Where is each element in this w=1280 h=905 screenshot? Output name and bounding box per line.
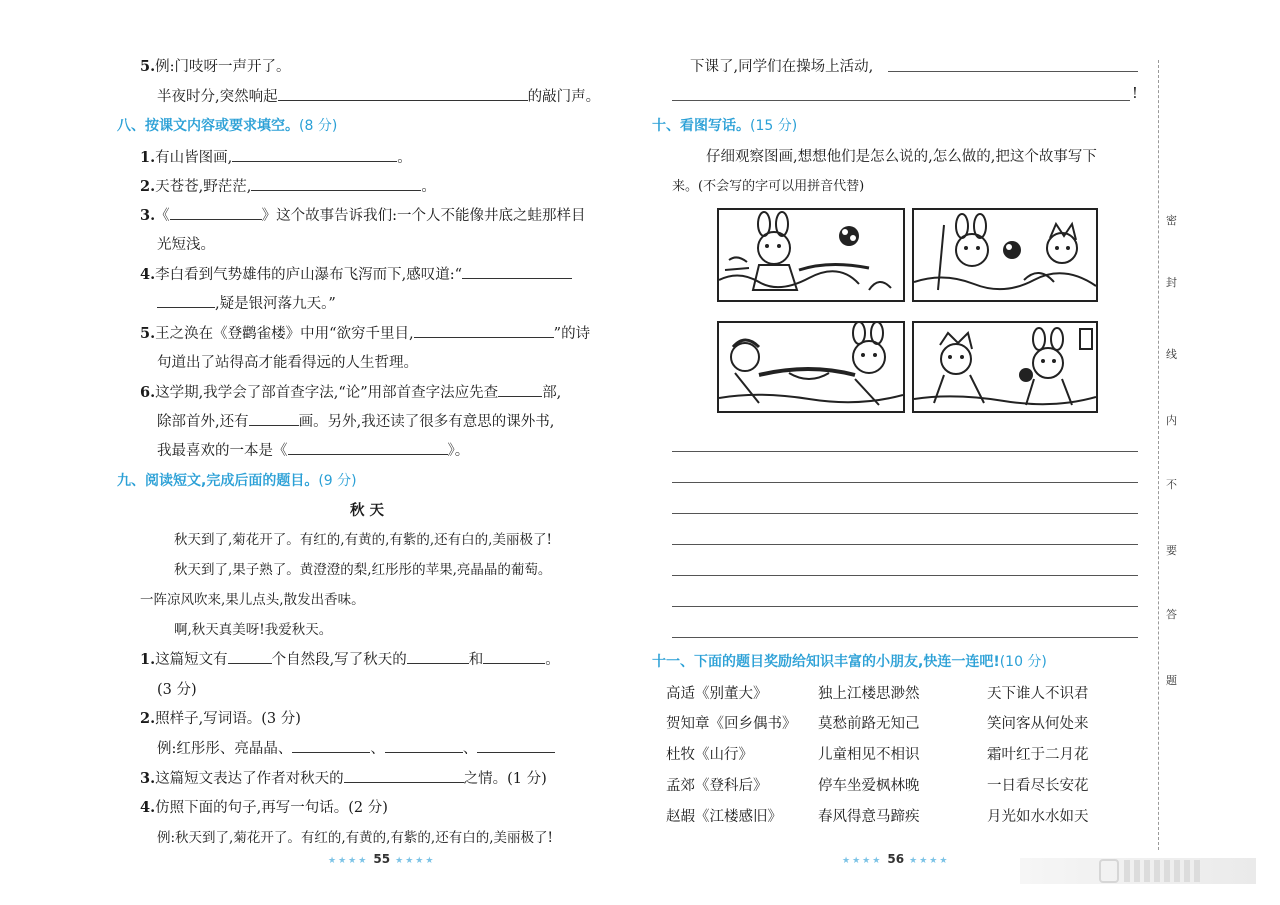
seal-char: 内 xyxy=(1166,414,1177,427)
match-line-a-1[interactable]: 独上江楼思渺然 xyxy=(818,686,920,702)
s8-item-2: 2.天苍苍,野茫茫, 。 xyxy=(140,178,436,195)
comic-panel-4 xyxy=(912,321,1098,413)
section-9-title: 九、阅读短文,完成后面的题目。(9 分) xyxy=(117,473,357,489)
writing-line[interactable] xyxy=(672,513,1138,514)
s8-item-5-cont: 句道出了站得高才能看得远的人生哲理。 xyxy=(157,355,418,371)
match-line-b-1[interactable]: 天下谁人不识君 xyxy=(987,686,1089,702)
comic-illustration xyxy=(914,210,1096,300)
passage-title: 秋 天 xyxy=(350,502,385,519)
s9-q2: 2.照样子,写词语。(3 分) xyxy=(140,710,301,727)
seal-char: 题 xyxy=(1166,674,1177,687)
star-icon: ★★★★ xyxy=(395,856,436,866)
blank[interactable] xyxy=(385,738,463,753)
binding-dashed-line xyxy=(1158,60,1159,850)
passage-para-3: 啊,秋天真美呀!我爱秋天。 xyxy=(174,622,333,638)
blank[interactable] xyxy=(232,147,397,162)
match-line-a-3[interactable]: 儿童相见不相识 xyxy=(818,747,920,763)
seal-char: 答 xyxy=(1166,608,1177,621)
blank[interactable] xyxy=(288,440,448,455)
blank[interactable] xyxy=(278,86,528,101)
star-icon: ★★★★ xyxy=(328,856,369,866)
blank[interactable] xyxy=(477,738,555,753)
blank[interactable] xyxy=(292,738,370,753)
match-poem-4[interactable]: 孟郊《登科后》 xyxy=(666,778,768,794)
seal-char: 不 xyxy=(1166,478,1177,491)
q5-fill-line: 半夜时分,突然响起 的敲门声。 xyxy=(157,85,600,106)
blank[interactable] xyxy=(407,649,469,664)
seal-char: 线 xyxy=(1166,348,1177,361)
s8-item-6-cont: 除部首外,还有 画。另外,我还读了很多有意思的课外书, xyxy=(157,410,554,431)
section-8-title: 八、按课文内容或要求填空。(8 分) xyxy=(117,118,338,134)
seal-char: 封 xyxy=(1166,276,1177,289)
s9-q4: 4.仿照下面的句子,再写一句话。(2 分) xyxy=(140,799,388,816)
match-poem-5[interactable]: 赵嘏《江楼感旧》 xyxy=(666,809,782,825)
match-line-a-4[interactable]: 停车坐爱枫林晚 xyxy=(818,778,920,794)
comic-panel-1 xyxy=(717,208,905,302)
writing-line[interactable] xyxy=(888,71,1138,72)
seal-char: 要 xyxy=(1166,544,1177,557)
passage-para-2: 秋天到了,果子熟了。黄澄澄的梨,红彤彤的苹果,亮晶晶的葡萄。 xyxy=(174,562,552,578)
match-poem-1[interactable]: 高适《别董大》 xyxy=(666,686,768,702)
match-line-b-3[interactable]: 霜叶红于二月花 xyxy=(987,747,1089,763)
blank[interactable] xyxy=(157,293,215,308)
s9-q1-points: (3 分) xyxy=(157,682,197,698)
blank[interactable] xyxy=(344,768,464,783)
blank[interactable] xyxy=(249,411,299,426)
star-icon: ★★★★ xyxy=(909,856,950,866)
r-line-1: 下课了,同学们在操场上活动, xyxy=(690,59,874,75)
section-11-title: 十一、下面的题目奖励给知识丰富的小朋友,快连一连吧!(10 分) xyxy=(652,654,1047,670)
writing-line[interactable] xyxy=(672,482,1138,483)
comic-illustration xyxy=(719,323,903,411)
match-poem-2[interactable]: 贺知章《回乡偶书》 xyxy=(666,716,797,732)
comic-illustration xyxy=(914,323,1096,411)
s8-item-1: 1.有山皆图画, 。 xyxy=(140,149,412,166)
s8-item-3: 3.《 》这个故事告诉我们:一个人不能像井底之蛙那样目 xyxy=(140,207,586,224)
blank[interactable] xyxy=(483,649,545,664)
s8-item-6-cont2: 我最喜欢的一本是《 》。 xyxy=(157,439,469,460)
seal-char: 密 xyxy=(1166,214,1177,227)
s9-q3: 3.这篇短文表达了作者对秋天的 之情。(1 分) xyxy=(140,770,547,787)
star-icon: ★★★★ xyxy=(842,856,883,866)
s10-instruction-1: 仔细观察图画,想想他们是怎么说的,怎么做的,把这个故事写下 xyxy=(706,149,1097,165)
s8-item-4-cont: ,疑是银河落九天。” xyxy=(157,292,336,313)
comic-panel-2 xyxy=(912,208,1098,302)
s8-item-4: 4.李白看到气势雄伟的庐山瀑布飞泻而下,感叹道:“ xyxy=(140,263,572,284)
section-10-title: 十、看图写话。(15 分) xyxy=(652,118,798,134)
s9-q4-example: 例:秋天到了,菊花开了。有红的,有黄的,有紫的,还有白的,美丽极了! xyxy=(157,830,553,846)
blank[interactable] xyxy=(462,264,572,279)
match-line-a-2[interactable]: 莫愁前路无知己 xyxy=(818,716,920,732)
writing-line[interactable] xyxy=(672,100,1130,101)
watermark-logo xyxy=(1020,858,1256,884)
s10-instruction-2: 来。(不会写的字可以用拼音代替) xyxy=(672,179,865,194)
writing-line[interactable] xyxy=(672,637,1138,638)
blank[interactable] xyxy=(414,323,554,338)
comic-panel-3 xyxy=(717,321,905,413)
match-poem-3[interactable]: 杜牧《山行》 xyxy=(666,747,753,763)
blank[interactable] xyxy=(170,205,262,220)
r-excl: ! xyxy=(1132,86,1138,102)
q5-example-line: 5.例:门吱呀一声开了。 xyxy=(140,58,291,75)
writing-line[interactable] xyxy=(672,606,1138,607)
page-number-56: ★★★★ 56 ★★★★ xyxy=(842,852,950,866)
match-line-a-5[interactable]: 春风得意马蹄疾 xyxy=(818,809,920,825)
s8-item-3-cont: 光短浅。 xyxy=(157,237,215,253)
writing-line[interactable] xyxy=(672,544,1138,545)
s8-item-5: 5.王之涣在《登鹳雀楼》中用“欲穷千里目, ”的诗 xyxy=(140,325,591,342)
s9-q1: 1.这篇短文有 个自然段,写了秋天的 和 。 xyxy=(140,651,560,668)
blank[interactable] xyxy=(498,382,542,397)
blank[interactable] xyxy=(251,176,421,191)
blank[interactable] xyxy=(228,649,272,664)
passage-para-1: 秋天到了,菊花开了。有红的,有黄的,有紫的,还有白的,美丽极了! xyxy=(174,532,552,548)
comic-illustration xyxy=(719,210,903,300)
match-line-b-4[interactable]: 一日看尽长安花 xyxy=(987,778,1089,794)
match-line-b-2[interactable]: 笑问客从何处来 xyxy=(987,716,1089,732)
passage-para-2-cont: 一阵凉风吹来,果儿点头,散发出香味。 xyxy=(140,592,365,608)
writing-line[interactable] xyxy=(672,451,1138,452)
match-line-b-5[interactable]: 月光如水水如天 xyxy=(987,809,1089,825)
s9-q2-example: 例:红彤彤、亮晶晶、 、 、 xyxy=(157,737,555,758)
s8-item-6: 6.这学期,我学会了部首查字法,“论”用部首查字法应先查 部, xyxy=(140,384,562,401)
writing-line[interactable] xyxy=(672,575,1138,576)
page-number-55: ★★★★ 55 ★★★★ xyxy=(328,852,436,866)
